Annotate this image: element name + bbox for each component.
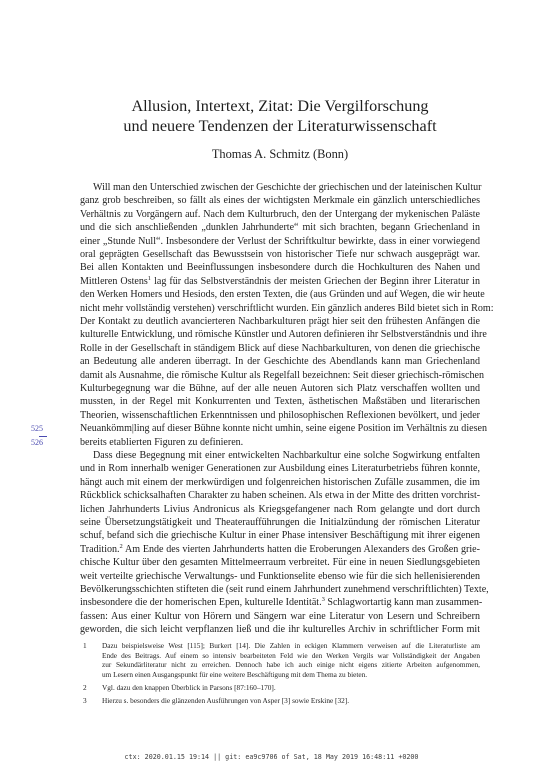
margin-page-number: 525 — [31, 424, 43, 433]
body-line: einer „Stunde Null“. Insbesondere der Verlust der Schriftkultur bewirkte, dass in einer vorwiegend — [80, 235, 480, 247]
body-line-part: Mittleren Ostens — [80, 275, 148, 287]
title-line-1: Allusion, Intertext, Zitat: Die Vergilforschung — [131, 97, 429, 115]
footnote-mark[interactable]: 3 — [321, 596, 325, 604]
body-line: weit verteilte griechische Verwaltungs- und Funktionselite ebenso wie für die sich hellenisierenden — [80, 570, 480, 582]
body-line: Kulturbegegnung war die Bühne, auf der alle neuen Autoren sich Platz verschaffen wollten und — [80, 383, 480, 394]
body-line: lichen Jahrhunderts Livius Andronicus als Kriegsgefangener nach Rom gelangte und dort durch — [80, 503, 480, 515]
body-line: Will man den Unterschied zwischen der Geschichte der griechischen und der lateinischen Kultur — [93, 182, 482, 193]
body-line: Verhältnis zu Vorgängern auf. Nach dem Kulturbruch, den der Untergang der mykenischen Paläste — [80, 208, 480, 220]
body-line — [80, 543, 480, 556]
body-line — [80, 596, 483, 609]
margin-page-divider — [39, 436, 47, 437]
body-line: Rolle in der Gesellschaft in ständigem Blick auf diese Nachbarkulturen, von denen die griechische — [80, 342, 480, 354]
body-line: mussten, in der Regel mit Konkurrenten und Texten, ästhetischen Maßstäben und literarischen — [80, 396, 480, 408]
author-name: Thomas A. Schmitz (Bonn) — [211, 147, 349, 161]
body-line: den Werken Homers und Hesiods, den ersten Texten, die (aus Gründen und auf Wegen, die wir heute — [80, 289, 485, 301]
margin-page-number: 526 — [31, 438, 43, 447]
body-line: nicht mehr vollständig verstehen) verschriftlicht wurden. Ein gänzlich anderes Bild bietet sich in Rom: — [80, 302, 494, 314]
footnote-number: 3 — [83, 696, 87, 705]
body-line: Bei allen Kontakten und Beeinflussungen insbesondere durch die Hochkulturen des Nahen und — [80, 262, 480, 274]
body-line: an Bedeutung alle anderen überragt. In der Geschichte des Abendlands kann man Griechenland — [80, 356, 480, 368]
footnote-line: Ende des Beitrags. Auf einem so intensiv bearbeiteten Feld wie den Werken Vergils war Vollständigkeit der Angaben — [102, 650, 480, 660]
body-line: seine Übersetzungstätigkeit und Theateraufführungen die Initialzündung der römischen Literatur — [80, 517, 480, 528]
body-line: und die sich anschließenden „dunklen Jahrhunderte“ mit sich brachten, begann Griechenland in — [80, 222, 480, 234]
body-line: chische Kultur über den gesamten Mittelmeerraum verbreitet. Für eine in neuen Siedlungsgebieten — [80, 557, 480, 569]
footnote-number: 1 — [83, 641, 87, 650]
footnote-mark[interactable]: 1 — [147, 274, 152, 282]
paper-title — [60, 96, 500, 136]
body-line: Theorien, wissenschaftlichen Erkenntnissen und philosophischen Reflexionen bevölkert, und jeder — [80, 409, 480, 421]
body-line-part: Schlagwortartig kann man zusammen- — [324, 597, 483, 609]
body-line-part: Tradition. — [80, 543, 120, 555]
body-line: und in Rom innerhalb weniger Generationen zur Ausbildung eines Literaturbetriebs führen konnte, — [80, 463, 480, 475]
footnote-line: Hierzu s. besonders die glänzenden Ausführungen von Asper [3] sowie Erskine [32]. — [102, 696, 350, 705]
footnote-line: Dazu beispielsweise West [115]; Burkert [14]. Die Zahlen in eckigen Klammern verweisen auf die Literaturliste am — [102, 641, 480, 650]
body-line: Rückblick schicksalhaften Charakter zu haben scheinen. Als etwa in der Mitte des dritten vorchrist- — [80, 490, 481, 502]
body-line: hängt auch mit einem der merkwürdigen und folgenreichen historischen Zufälle zusammen, die im — [80, 476, 480, 488]
body-line: damit als Ausnahme, die römische Kultur als Regelfall bezeichnen: Seit dieser griechisch-römischen — [80, 369, 484, 381]
body-line-part: insbesondere die der homerischen Epen, kulturelle Identität. — [80, 597, 322, 609]
body-line: schuf, befand sich die griechische Kultur in einer Phase intensiver Beschäftigung mit ihrer eigenen — [80, 530, 480, 542]
body-line: kulturelle Entwicklung, und römische Künstler und Autoren definieren ihr Selbstverständnis und ihre — [80, 329, 487, 341]
body-line: Bevölkerungsschichten stifteten die (seit rund einem Jahrhundert zunehmend verschriftlichten) Texte, — [80, 584, 489, 595]
footnote-line: um Lesern einen Ausgangspunkt für eine weitere Beschäftigung mit dem Thema zu bieten. — [102, 669, 368, 679]
footnote-number: 2 — [83, 683, 87, 692]
body-line: fassen: Aus einer Kultur von Hörern und Sängern war eine Literatur von Lesern und Schreibern — [80, 610, 480, 622]
footnote-line: Vgl. dazu den knappen Überblick in Parsons [87:160–170]. — [102, 683, 276, 692]
title-line-2: und neuere Tendenzen der Literaturwissenschaft — [123, 117, 437, 135]
body-line-part: Am Ende des vierten Jahrhunderts hatten die Eroberungen Alexanders des Großen grie- — [122, 543, 480, 555]
body-line: Dass diese Begegnung mit einer entwickelten Nachbarkultur eine solche Sogwirkung entfalten — [93, 450, 480, 461]
body-line: bereits etablierten Figuren zu definieren. — [80, 436, 244, 448]
body-line: oral geprägten Gesellschaft das Bewusstsein von historischer Tiefe nur schwach ausgeprägt war. — [80, 249, 480, 260]
footnote-mark[interactable]: 2 — [119, 542, 123, 550]
build-info-footer: ctx: 2020.01.15 19:14 || git: ea9c9706 of Sat, 18 May 2019 16:48:11 +0200 — [124, 753, 419, 761]
body-line: Neuankömm|ling auf dieser Bühne konnte nicht umhin, seine eigene Position im Verhältnis zu diesen — [80, 423, 487, 435]
body-line-part: lag für das Selbstverständnis der meisten Griechen der Beginn ihrer Literatur in — [151, 275, 480, 287]
body-line: geworden, die sich leicht verpflanzen ließ und die ihr kulturelles Archiv in schriftlicher Form mit — [80, 624, 480, 636]
body-line: ganz grob beschreiben, so fällt als eines der wichtigsten Merkmale ein gänzlich unterschiedliches — [80, 195, 480, 207]
footnote-line: zur Sekundärliteratur nicht zu erreichen. Dennoch habe ich auch einige nicht eigens zitierte Arbeiten aufgenommen, — [102, 660, 480, 670]
body-line — [80, 275, 480, 288]
body-line: Der Kontakt zu deutlich avancierteren Nachbarkulturen prägt hier seit den frühesten Anfängen die — [80, 316, 480, 327]
